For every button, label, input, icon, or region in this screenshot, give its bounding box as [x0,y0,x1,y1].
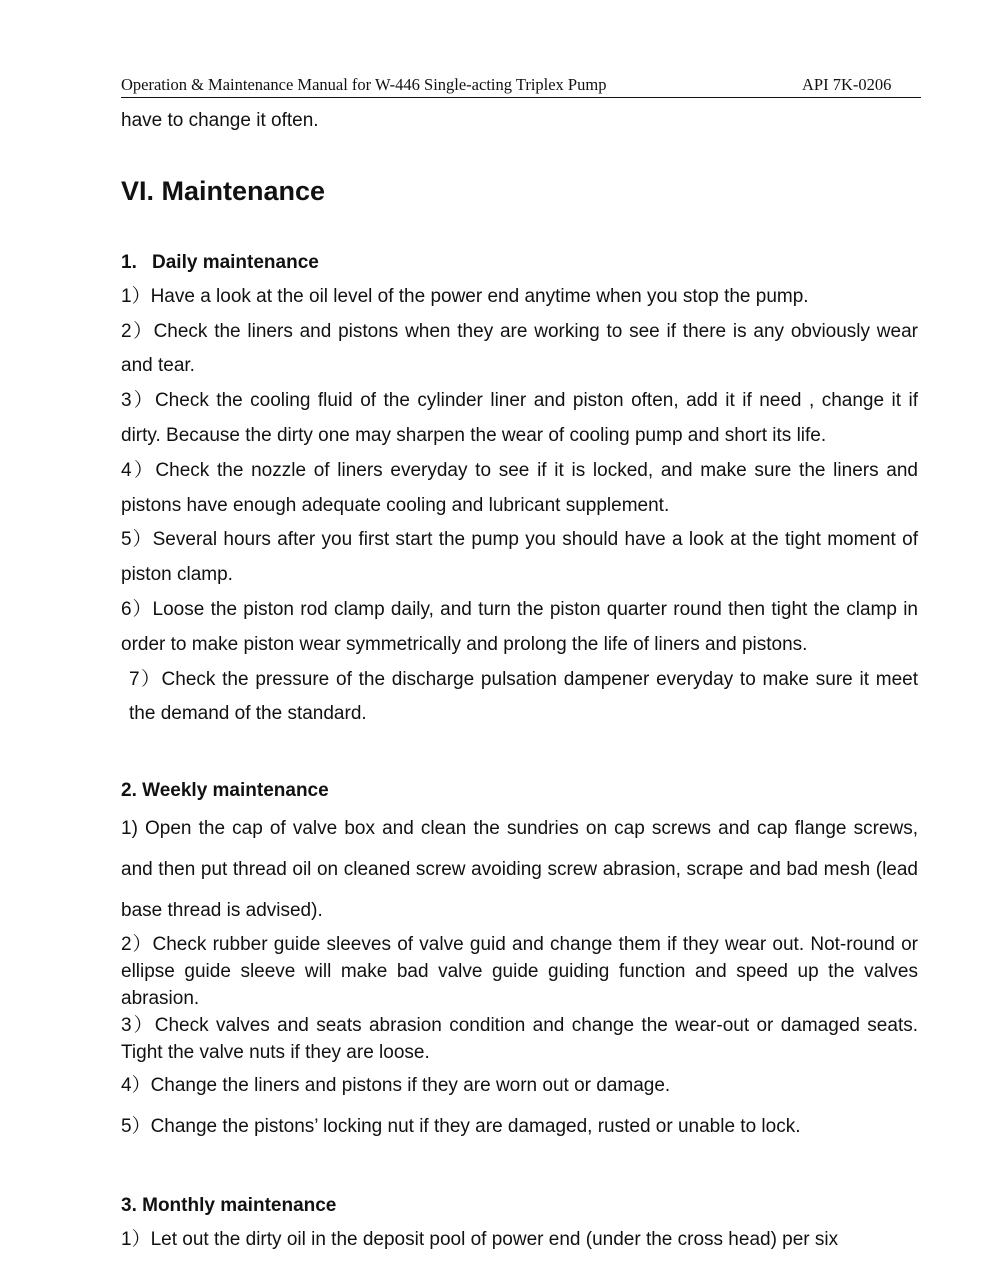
daily-item-6: 6）Loose the piston rod clamp daily, and turn the piston quarter round then tight the clamp in order to make piston wear symmetrically and prolong the life of liners and pistons. [121,598,918,655]
page-header [121,74,921,98]
weekly-item-3: 3）Check valves and seats abrasion condition and change the wear-out or damaged seats. Tight the valve nuts if they are loose. [121,1015,918,1064]
monthly-item-1: 1）Let out the dirty oil in the deposit pool of power end (under the cross head) per six [121,1229,839,1251]
section-spacer [121,732,918,774]
daily-item-1: 1）Have a look at the oil level of the power end anytime when you stop the pump. [121,285,809,307]
daily-item-5: 5）Several hours after you first start the pump you should have a look at the tight moment of piston clamp. [121,529,918,586]
weekly-heading: 2. Weekly maintenance [121,780,329,802]
header-title: Operation & Maintenance Manual for W-446 Single-acting Triplex Pump [121,75,607,94]
daily-heading [121,246,918,280]
header-code: API 7K-0206 [802,75,892,94]
section-spacer [121,1147,918,1189]
monthly-heading: 3. Monthly maintenance [121,1195,337,1217]
weekly-item-4: 4）Change the liners and pistons if they are worn out or damage. [121,1075,671,1097]
daily-item-3: 3）Check the cooling fluid of the cylinder liner and piston often, add it if need , change it if dirty. Because the dirty one may sharpen the wear of cooling pump and short its life. [121,390,918,446]
daily-heading-text: Daily maintenance [152,251,319,273]
intro-line: have to change it often. [121,110,319,131]
weekly-item-2: 2）Check rubber guide sleeves of valve guid and change them if they wear out. Not-round or ellipse guide sleeve will make bad valve guide guiding function and speed up the valves abrasion. [121,934,918,1010]
daily-heading-number: 1. [121,251,137,273]
chapter-title: VI. Maintenance [121,175,326,206]
daily-item-4: 4）Check the nozzle of liners everyday to see if it is locked, and make sure the liners and pistons have enough adequate cooling and lubricant supplement. [121,459,918,516]
daily-item-7: 7）Check the pressure of the discharge pulsation dampener everyday to make sure it meet the demand of the standard. [129,668,918,725]
daily-item-2: 2）Check the liners and pistons when they are working to see if there is any obviously wear and tear. [121,320,918,377]
weekly-item-1: 1) Open the cap of valve box and clean the sundries on cap screws and cap flange screws, and then put thread oil on cleaned screw avoiding screw abrasion, scrape and bad mesh (lead base thread is advised). [121,818,918,922]
weekly-item-5: 5）Change the pistons’ locking nut if they are damaged, rusted or unable to lock. [121,1115,801,1137]
page-body [121,104,918,1258]
